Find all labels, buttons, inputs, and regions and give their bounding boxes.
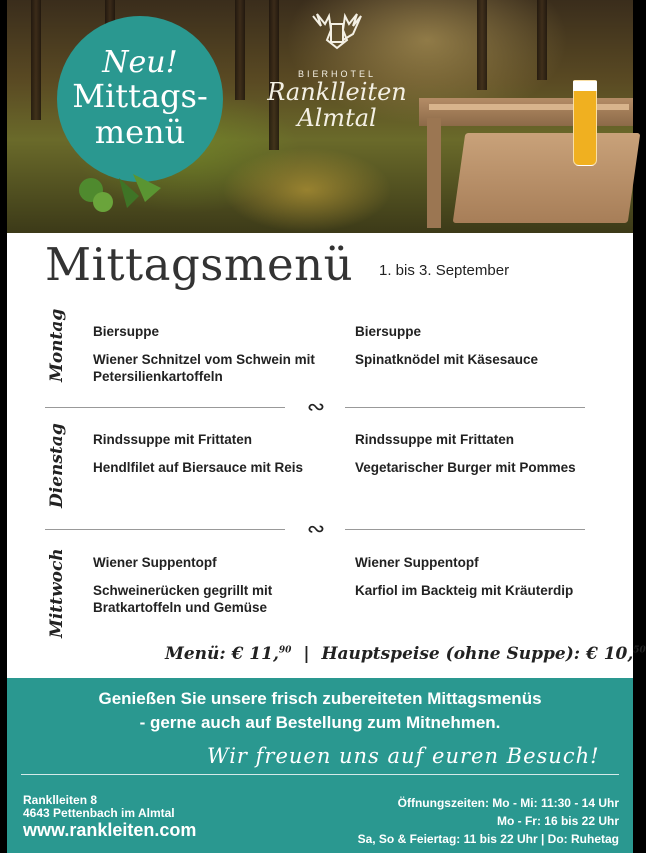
logo-small-text: BIERHOTEL bbox=[297, 69, 376, 79]
welcome-script: Wir freuen uns auf euren Besuch! bbox=[207, 744, 600, 768]
monday-soup-2: Biersuppe bbox=[355, 324, 422, 339]
ornament-icon: ∾ bbox=[306, 395, 326, 420]
hotel-logo bbox=[247, 10, 427, 131]
badge-line3: menü bbox=[94, 113, 186, 151]
address-city: 4643 Pettenbach im Almtal bbox=[23, 806, 175, 820]
price-separator: | bbox=[303, 644, 310, 664]
badge-line2: Mittags- bbox=[72, 77, 208, 115]
date-range: 1. bis 3. September bbox=[379, 262, 510, 279]
menu-price-label: Menü: € 11, bbox=[165, 644, 279, 664]
footer-panel bbox=[7, 678, 633, 853]
section-divider bbox=[45, 517, 585, 542]
hops-icon bbox=[69, 168, 179, 218]
main-price-cents: 50 bbox=[633, 645, 646, 656]
wednesday-soup-1: Wiener Suppentopf bbox=[93, 555, 217, 570]
new-lunch-menu-badge bbox=[57, 16, 223, 182]
ornament-icon: ∾ bbox=[306, 517, 326, 542]
wednesday-main-2: Karfiol im Backteig mit Kräuterdip bbox=[355, 583, 574, 598]
forest-hero-image bbox=[7, 0, 633, 233]
monday-soup-1: Biersuppe bbox=[93, 324, 160, 339]
monday-main-2: Spinatknödel mit Käsesauce bbox=[355, 352, 539, 367]
footer-rule bbox=[21, 774, 619, 775]
wednesday-main-1: Schweinerücken gegrillt mit Bratkartoffeln und Gemüse bbox=[93, 583, 273, 615]
price-line bbox=[165, 644, 646, 664]
hours-line1: Öffnungszeiten: Mo - Mi: 11:30 - 14 Uhr bbox=[397, 796, 619, 810]
badge-new-text: Neu! bbox=[102, 45, 178, 80]
menu-poster bbox=[7, 0, 646, 853]
tuesday-main-2: Vegetarischer Burger mit Pommes bbox=[355, 460, 576, 475]
wednesday-soup-2: Wiener Suppentopf bbox=[355, 555, 479, 570]
section-divider bbox=[45, 395, 585, 420]
tagline-line2: - gerne auch auf Bestellung zum Mitnehmen. bbox=[139, 713, 501, 732]
hours-line3: Sa, So & Feiertag: 11 bis 22 Uhr | Do: Ruhetag bbox=[357, 832, 619, 846]
logo-location: Almtal bbox=[297, 104, 377, 132]
page-title: Mittagsmenü bbox=[45, 238, 354, 291]
website-link[interactable]: www.rankleiten.com bbox=[23, 820, 197, 840]
menu-price-cents: 90 bbox=[278, 645, 292, 656]
beer-glass-image bbox=[573, 80, 597, 166]
tagline-line1: Genießen Sie unsere frisch zubereiteten Mittagsmenüs bbox=[98, 689, 542, 708]
address bbox=[23, 794, 175, 820]
day-label-monday: Montag bbox=[47, 308, 67, 382]
wooden-bench-image bbox=[419, 98, 633, 228]
day-label-tuesday: Dienstag bbox=[47, 423, 67, 508]
main-price-label: Hauptspeise (ohne Suppe): € 10, bbox=[321, 644, 634, 664]
monday-main-1: Wiener Schnitzel vom Schwein mit Petersilienkartoffeln bbox=[93, 352, 315, 384]
hours-line2: Mo - Fr: 16 bis 22 Uhr bbox=[496, 814, 619, 828]
tuesday-soup-1: Rindssuppe mit Frittaten bbox=[93, 432, 253, 447]
tuesday-main-1: Hendlfilet auf Biersauce mit Reis bbox=[93, 460, 304, 475]
footer-tagline bbox=[7, 687, 633, 735]
address-street: Ranklleiten 8 bbox=[23, 793, 98, 807]
logo-name: Ranklleiten bbox=[267, 78, 407, 106]
stag-emblem-icon bbox=[309, 10, 365, 52]
opening-hours bbox=[358, 794, 619, 848]
day-label-wednesday: Mittwoch bbox=[47, 548, 67, 638]
tuesday-soup-2: Rindssuppe mit Frittaten bbox=[355, 432, 515, 447]
